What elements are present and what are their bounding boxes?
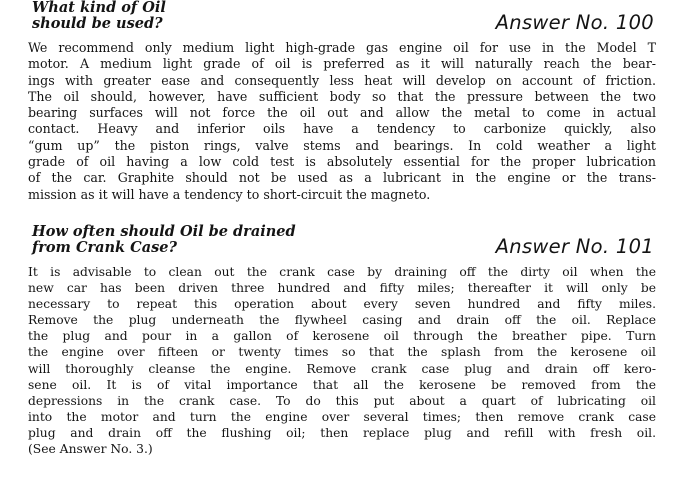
body-line: will thoroughly cleanse the engine. Remove crank case plug and drain off kero- [28, 361, 656, 376]
qa-header [28, 224, 656, 262]
body-line: new car has been driven three hundred and fifty miles; thereafter it will only be [28, 281, 656, 296]
body-line: ings with greater ease and consequently less heat will develop on account of friction. [28, 72, 656, 88]
body-line: grade of oil having a low cold test is absolutely essential for the proper lubrication [28, 154, 656, 170]
body-line: contact. Heavy and inferior oils have a tendency to carbonize quickly, also [28, 121, 656, 137]
body-line: “gum up” the piston rings, valve stems and bearings. In cold weather a light [28, 137, 656, 153]
answer-body [28, 40, 656, 203]
body-line: necessary to repeat this operation about every seven hundred and fifty miles. [28, 297, 656, 312]
qa-header [28, 0, 656, 38]
qa-section-101 [28, 224, 656, 457]
answer-body [28, 264, 656, 457]
body-line: mission as it will have a tendency to short-circuit the magneto. [28, 186, 431, 202]
body-line: Remove the plug underneath the flywheel casing and drain off the oil. Replace [28, 313, 656, 328]
body-line: into the motor and turn the engine over several times; then remove crank case [28, 409, 656, 424]
body-line: of the car. Graphite should not be used as a lubricant in the engine or the trans- [28, 170, 656, 186]
answer-number: Answer No. 100 [495, 11, 654, 34]
body-line: plug and drain off the flushing oil; then replace plug and refill with fresh oil. [28, 425, 656, 440]
body-line: the engine over fifteen or twenty times so that the splash from the kerosene oil [28, 345, 656, 360]
question-heading: How often should Oil be drained from Crank Case? [32, 223, 296, 256]
body-line: motor. A medium light grade of oil is preferred as it will naturally reach the bear- [28, 56, 656, 72]
body-line: the plug and pour in a gallon of kerosene oil through the breather pipe. Turn [28, 329, 656, 344]
body-line: It is advisable to clean out the crank case by draining off the dirty oil when the [28, 265, 656, 279]
answer-number: Answer No. 101 [495, 235, 654, 258]
body-line: The oil should, however, have sufficient body so that the pressure between the two [28, 88, 656, 104]
question-heading: What kind of Oil should be used? [32, 0, 166, 32]
body-line: sene oil. It is of vital importance that all the kerosene be removed from the [28, 377, 656, 392]
body-line: (See Answer No. 3.) [28, 442, 153, 457]
qa-section-100 [28, 0, 656, 203]
body-line: depressions in the crank case. To do this put about a quart of lubricating oil [28, 393, 656, 408]
body-line: bearing surfaces will not force the oil out and allow the metal to come in actual [28, 105, 656, 121]
body-line: We recommend only medium light high-grade gas engine oil for use in the Model T [28, 40, 656, 55]
